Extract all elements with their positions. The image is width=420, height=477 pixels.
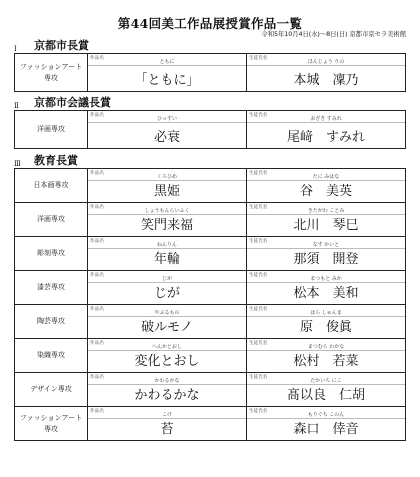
department-cell: 洋画専攻 bbox=[15, 203, 88, 237]
work-title: 「ともに」 bbox=[134, 73, 200, 88]
author-name: 髙以良 仁胡 bbox=[286, 388, 365, 403]
author-cell bbox=[247, 237, 406, 271]
work-title: 年輪 bbox=[153, 252, 180, 267]
work-title: じが bbox=[153, 286, 180, 301]
page-title: 第44回美工作品展授賞作品一覧 bbox=[117, 16, 303, 31]
author-reading: まつもと みか bbox=[310, 276, 342, 282]
award-section bbox=[14, 154, 406, 441]
section-number: Ⅲ bbox=[14, 160, 21, 168]
author-label: 生徒氏名 bbox=[249, 341, 268, 346]
author-reading: おざき すみれ bbox=[310, 116, 342, 122]
department-cell: ファッションアート専攻 bbox=[15, 54, 88, 92]
author-cell bbox=[247, 203, 406, 237]
ruby-divider bbox=[88, 316, 246, 317]
work-cell bbox=[88, 305, 247, 339]
table-row bbox=[15, 169, 406, 203]
work-label: 作品名 bbox=[90, 171, 104, 176]
work-cell bbox=[88, 54, 247, 92]
department-cell: 日本画専攻 bbox=[15, 169, 88, 203]
department-cell: 陶芸専攻 bbox=[15, 305, 88, 339]
author-reading: もりぐち このん bbox=[307, 412, 345, 418]
work-cell bbox=[88, 407, 247, 441]
work-title: かわるかな bbox=[134, 388, 200, 403]
section-number: Ⅱ bbox=[14, 102, 19, 110]
award-table bbox=[14, 168, 406, 441]
author-cell bbox=[247, 305, 406, 339]
ruby-divider bbox=[247, 418, 405, 419]
work-label: 作品名 bbox=[90, 239, 104, 244]
table-row bbox=[15, 373, 406, 407]
author-cell bbox=[247, 339, 406, 373]
author-label: 生徒氏名 bbox=[249, 307, 268, 312]
work-label: 作品名 bbox=[90, 113, 104, 118]
table-row bbox=[15, 54, 406, 92]
work-label: 作品名 bbox=[90, 341, 104, 346]
work-cell bbox=[88, 373, 247, 407]
work-reading: ともに bbox=[159, 59, 175, 65]
table-row bbox=[15, 203, 406, 237]
ruby-divider bbox=[247, 282, 405, 283]
author-reading: たに みはな bbox=[312, 174, 340, 180]
work-reading: こけ bbox=[161, 412, 172, 418]
award-section bbox=[14, 96, 406, 149]
ruby-divider bbox=[247, 316, 405, 317]
table-row bbox=[15, 271, 406, 305]
author-label: 生徒氏名 bbox=[249, 56, 268, 61]
author-name: 尾﨑 すみれ bbox=[286, 130, 365, 145]
work-label: 作品名 bbox=[90, 307, 104, 312]
ruby-divider bbox=[88, 248, 246, 249]
award-table bbox=[14, 53, 406, 92]
department-cell: 彫刻専攻 bbox=[15, 237, 88, 271]
author-label: 生徒氏名 bbox=[249, 113, 268, 118]
author-name: 森口 倖音 bbox=[293, 422, 359, 437]
work-reading: ひっすい bbox=[156, 116, 177, 122]
ruby-divider bbox=[247, 350, 405, 351]
table-row bbox=[15, 339, 406, 373]
table-row bbox=[15, 237, 406, 271]
work-label: 作品名 bbox=[90, 56, 104, 61]
work-reading: しょうもんらいふく bbox=[144, 208, 190, 214]
ruby-divider bbox=[88, 350, 246, 351]
section-heading bbox=[14, 39, 406, 53]
department-cell: デザイン専攻 bbox=[15, 373, 88, 407]
section-number: Ⅰ bbox=[14, 45, 17, 53]
author-cell bbox=[247, 169, 406, 203]
work-label: 作品名 bbox=[90, 375, 104, 380]
section-title: 京都市会議長賞 bbox=[34, 96, 111, 109]
work-reading: くろひめ bbox=[156, 174, 177, 180]
ruby-divider bbox=[247, 214, 405, 215]
author-name: 松本 美和 bbox=[293, 286, 359, 301]
author-label: 生徒氏名 bbox=[249, 273, 268, 278]
work-title: 笑門来福 bbox=[140, 218, 193, 233]
author-name: 本城 凜乃 bbox=[293, 73, 359, 88]
author-name: 北川 琴巳 bbox=[293, 218, 359, 233]
ruby-divider bbox=[88, 418, 246, 419]
section-title: 教育長賞 bbox=[34, 154, 78, 167]
table-row bbox=[15, 111, 406, 149]
ruby-divider bbox=[88, 65, 246, 66]
ruby-divider bbox=[247, 384, 405, 385]
work-title: 破ルモノ bbox=[141, 320, 193, 335]
author-name: 原 俊眞 bbox=[299, 320, 352, 335]
work-cell bbox=[88, 111, 247, 149]
author-cell bbox=[247, 111, 406, 149]
author-name: 谷 美英 bbox=[299, 184, 352, 199]
work-reading: かわるかな bbox=[154, 378, 180, 384]
author-reading: まつむら わかな bbox=[307, 344, 345, 350]
author-label: 生徒氏名 bbox=[249, 171, 268, 176]
department-cell: 漆芸専攻 bbox=[15, 271, 88, 305]
work-title: 苔 bbox=[160, 422, 174, 437]
work-reading: やぶるもの bbox=[154, 310, 180, 316]
author-label: 生徒氏名 bbox=[249, 409, 268, 414]
author-reading: きたがわ ことみ bbox=[307, 208, 345, 214]
ruby-divider bbox=[247, 122, 405, 123]
section-heading bbox=[14, 96, 406, 110]
author-reading: ほんじょう りの bbox=[307, 59, 345, 65]
ruby-divider bbox=[88, 180, 246, 181]
work-cell bbox=[88, 339, 247, 373]
event-date-venue: 令和5年10月4日(水)～8日(日) 京都市京セラ美術館 bbox=[261, 30, 406, 38]
work-cell bbox=[88, 203, 247, 237]
author-label: 生徒氏名 bbox=[249, 239, 268, 244]
work-cell bbox=[88, 271, 247, 305]
work-cell bbox=[88, 169, 247, 203]
ruby-divider bbox=[247, 65, 405, 66]
work-title: 変化とおし bbox=[134, 354, 200, 369]
department-cell: 染織専攻 bbox=[15, 339, 88, 373]
author-reading: なす かいと bbox=[312, 242, 340, 248]
award-section bbox=[14, 39, 406, 92]
work-reading: じが bbox=[161, 276, 172, 282]
ruby-divider bbox=[88, 214, 246, 215]
author-label: 生徒氏名 bbox=[249, 205, 268, 210]
author-label: 生徒氏名 bbox=[249, 375, 268, 380]
author-cell bbox=[247, 271, 406, 305]
work-label: 作品名 bbox=[90, 205, 104, 210]
author-name: 那須 開登 bbox=[293, 252, 359, 267]
work-title: 黒姫 bbox=[153, 184, 180, 199]
department-cell: ファッションアート 専攻 bbox=[15, 407, 88, 441]
award-table bbox=[14, 110, 406, 149]
work-label: 作品名 bbox=[90, 409, 104, 414]
work-cell bbox=[88, 237, 247, 271]
work-label: 作品名 bbox=[90, 273, 104, 278]
table-row bbox=[15, 407, 406, 441]
ruby-divider bbox=[88, 122, 246, 123]
ruby-divider bbox=[88, 384, 246, 385]
work-title: 必衰 bbox=[153, 130, 180, 145]
author-cell bbox=[247, 407, 406, 441]
author-cell bbox=[247, 373, 406, 407]
ruby-divider bbox=[247, 248, 405, 249]
author-name: 松村 若菜 bbox=[293, 354, 359, 369]
author-reading: はら しゅんま bbox=[310, 310, 342, 316]
table-row bbox=[15, 305, 406, 339]
work-reading: ねんりん bbox=[156, 242, 177, 248]
work-reading: へんかとおし bbox=[151, 344, 182, 350]
author-reading: たかいち にこ bbox=[310, 378, 342, 384]
section-title: 京都市長賞 bbox=[34, 39, 89, 52]
department-cell: 洋画専攻 bbox=[15, 111, 88, 149]
author-cell bbox=[247, 54, 406, 92]
ruby-divider bbox=[247, 180, 405, 181]
ruby-divider bbox=[88, 282, 246, 283]
section-heading bbox=[14, 154, 406, 168]
